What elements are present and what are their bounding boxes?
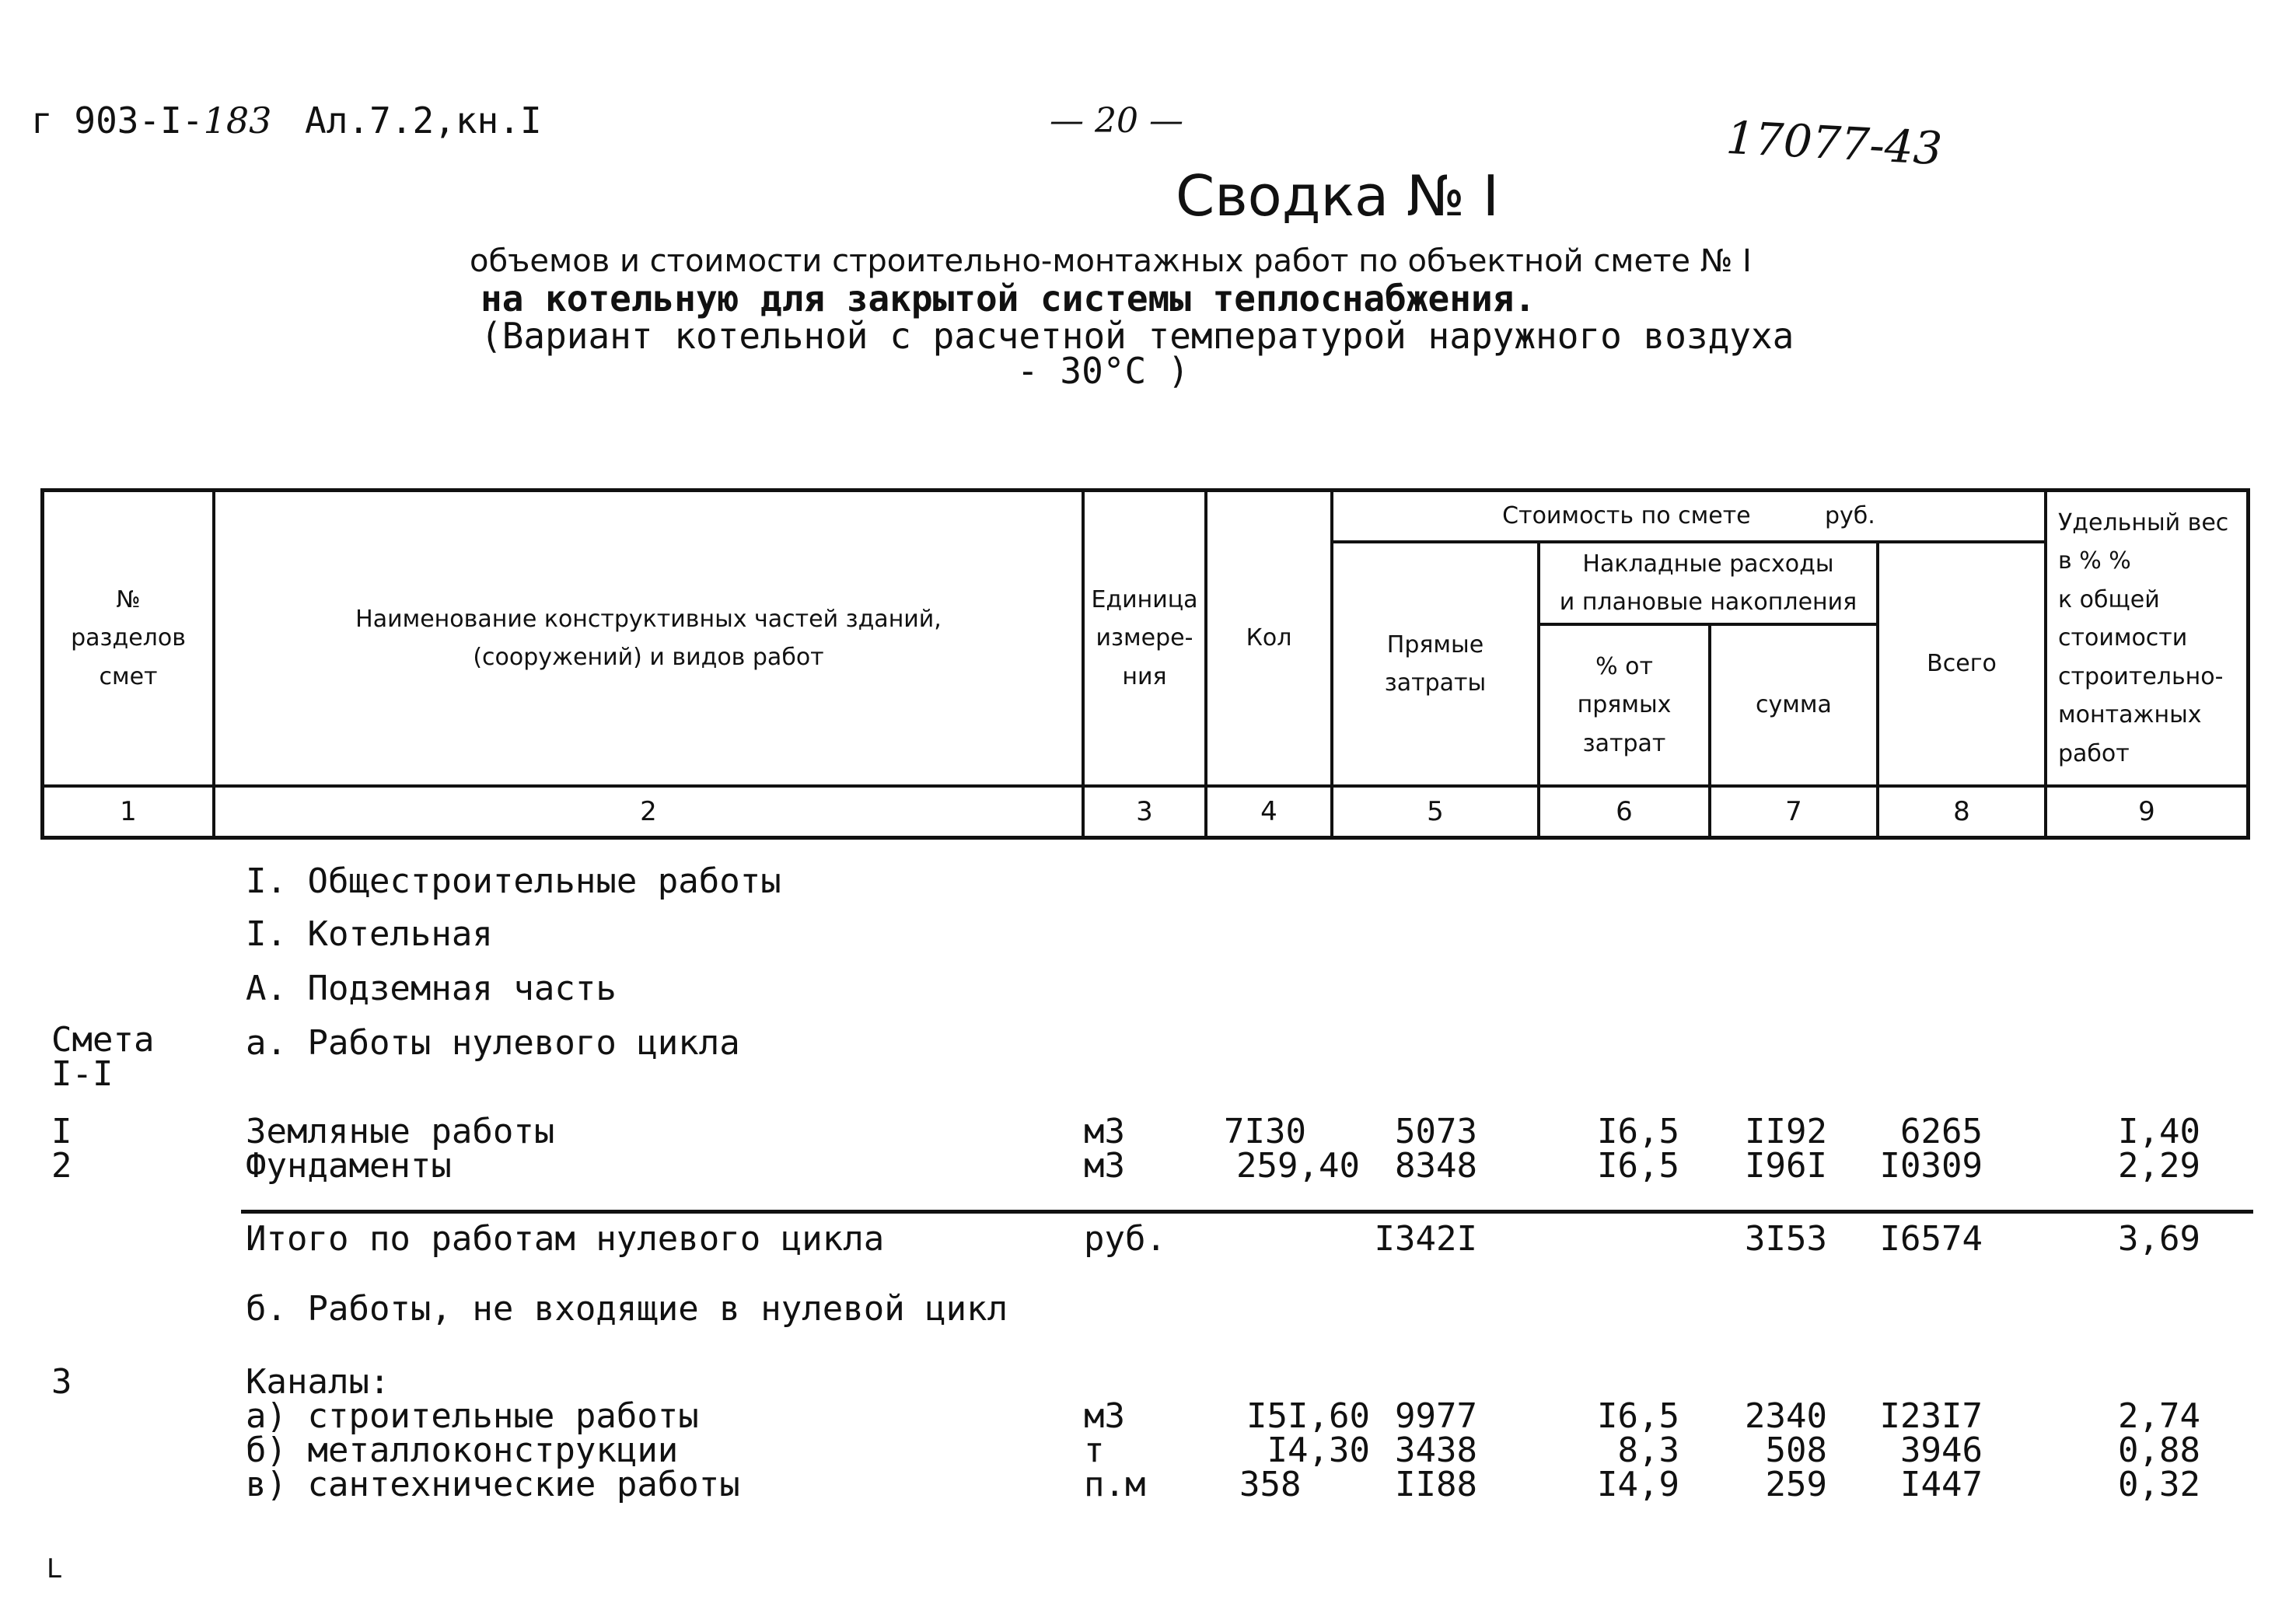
row-total: 6265 [1900,1112,1983,1151]
document-code-prefix: г 903-I- [31,100,204,141]
document-code [31,100,271,141]
row-direct: 9977 [1395,1396,1477,1436]
subtotal-name: Итого по работам нулевого цикла [246,1219,885,1259]
row-unit: м3 [1084,1112,1125,1151]
row-overhead: 259 [1765,1465,1827,1504]
header-cost-group: Стоимость по смете руб. [1502,502,1875,530]
col-number: 9 [2138,795,2155,827]
row-total: I23I7 [1879,1396,1983,1436]
album-reference: Ал.7.2,кн.I [305,100,542,141]
header-direct-costs: Прямые затраты [1384,631,1487,697]
section-heading: I. Общестроительные работы [246,861,781,901]
row-total: I0309 [1879,1146,1983,1186]
row-direct: II88 [1395,1465,1477,1504]
header-total: Всего [1927,650,1997,678]
header-overhead-group: Накладные расходы и плановые накопления [1559,550,1857,616]
row-total: I447 [1900,1465,1983,1504]
corner-mark: L [47,1553,61,1584]
row-name: Фундаменты [246,1146,452,1186]
row-overhead: 508 [1765,1431,1827,1470]
page-title: Сводка № I [1175,163,1500,229]
row-name: в) сантехнические работы [246,1465,740,1504]
row-share: 2,74 [2118,1396,2200,1436]
row-quantity: I4,30 [1267,1431,1370,1470]
row-overhead: I96I [1745,1146,1827,1186]
row-share: 2,29 [2118,1146,2200,1186]
row-share: 0,32 [2118,1465,2200,1504]
row-percent: I4,9 [1597,1465,1679,1504]
col-number: 4 [1260,795,1277,827]
archive-number: 17077-43 [1725,110,1944,176]
header-overhead-sum: сумма [1756,691,1832,719]
subtotal-overhead: 3I53 [1745,1219,1827,1259]
subtitle-line-3: (Вариант котельной с расчетной температурой наружного воздуха [481,315,1795,357]
row-direct: 5073 [1395,1112,1477,1151]
header-quantity: Кол [1246,624,1292,652]
section-heading: б. Работы, не входящие в нулевой цикл [246,1289,1008,1329]
subtotal-total: I6574 [1879,1219,1983,1259]
row-overhead: 2340 [1745,1396,1827,1436]
row-unit: т [1084,1431,1105,1470]
row-name: а) строительные работы [246,1396,699,1436]
col-number: 2 [640,795,657,827]
row-quantity: I5I,60 [1246,1396,1370,1436]
row-unit: м3 [1084,1146,1125,1186]
subtotal-share: 3,69 [2118,1219,2200,1259]
page-number: — 20 — [1050,101,1183,141]
col-number: 3 [1136,795,1153,827]
row-name: б) металлоконструкции [246,1431,679,1470]
col-number: 1 [120,795,137,827]
header-work-name: Наименование конструктивных частей зданий, (сооружений) и видов работ [355,605,942,671]
subtotal-direct: I342I [1374,1219,1477,1259]
row-number: 2 [51,1146,72,1186]
section-heading: А. Подземная часть [246,969,617,1008]
row-unit: м3 [1084,1396,1125,1436]
row-name: Земляные работы [246,1112,555,1151]
group-title: Каналы: [246,1362,390,1402]
row-quantity: 259,40 [1236,1146,1360,1186]
row-percent: 8,3 [1617,1431,1679,1470]
row-number: I [51,1112,72,1151]
row-percent: I6,5 [1597,1146,1679,1186]
row-direct: 8348 [1395,1146,1477,1186]
row-quantity: 7I30 [1224,1112,1306,1151]
estimate-reference: Смета I-I [51,1020,155,1094]
col-number: 8 [1953,795,1970,827]
row-unit: п.м [1084,1465,1146,1504]
row-percent: I6,5 [1597,1396,1679,1436]
subtotal-unit: руб. [1084,1219,1166,1259]
row-share: 0,88 [2118,1431,2200,1470]
header-section-number: № разделов смет [71,585,186,690]
col-number: 6 [1616,795,1633,827]
header-unit: Единица измере- ния [1091,585,1198,690]
row-quantity: 358 [1239,1465,1302,1504]
section-heading: I. Котельная [246,914,493,954]
row-number: 3 [51,1362,72,1402]
row-total: 3946 [1900,1431,1983,1470]
col-number: 7 [1785,795,1802,827]
row-overhead: II92 [1745,1112,1827,1151]
document-code-number: 183 [203,100,272,141]
col-number: 5 [1427,795,1444,827]
header-share: Удельный вес в % % к общей стоимости строительно- монтажных работ [2058,508,2229,767]
subtotal-separator [241,1210,2253,1214]
subtitle-line-1: объемов и стоимости строительно-монтажных работ по объектной смете № I [470,243,1752,279]
row-direct: 3438 [1395,1431,1477,1470]
section-heading: а. Работы нулевого цикла [246,1023,740,1063]
row-share: I,40 [2118,1112,2200,1151]
subtitle-line-2: на котельную для закрытой системы теплоснабжения. [481,278,1536,320]
row-percent: I6,5 [1597,1112,1679,1151]
subtitle-line-4: - 30°С ) [1017,350,1190,392]
header-overhead-percent: % от прямых затрат [1577,652,1672,757]
summary-table-header [40,488,2250,840]
